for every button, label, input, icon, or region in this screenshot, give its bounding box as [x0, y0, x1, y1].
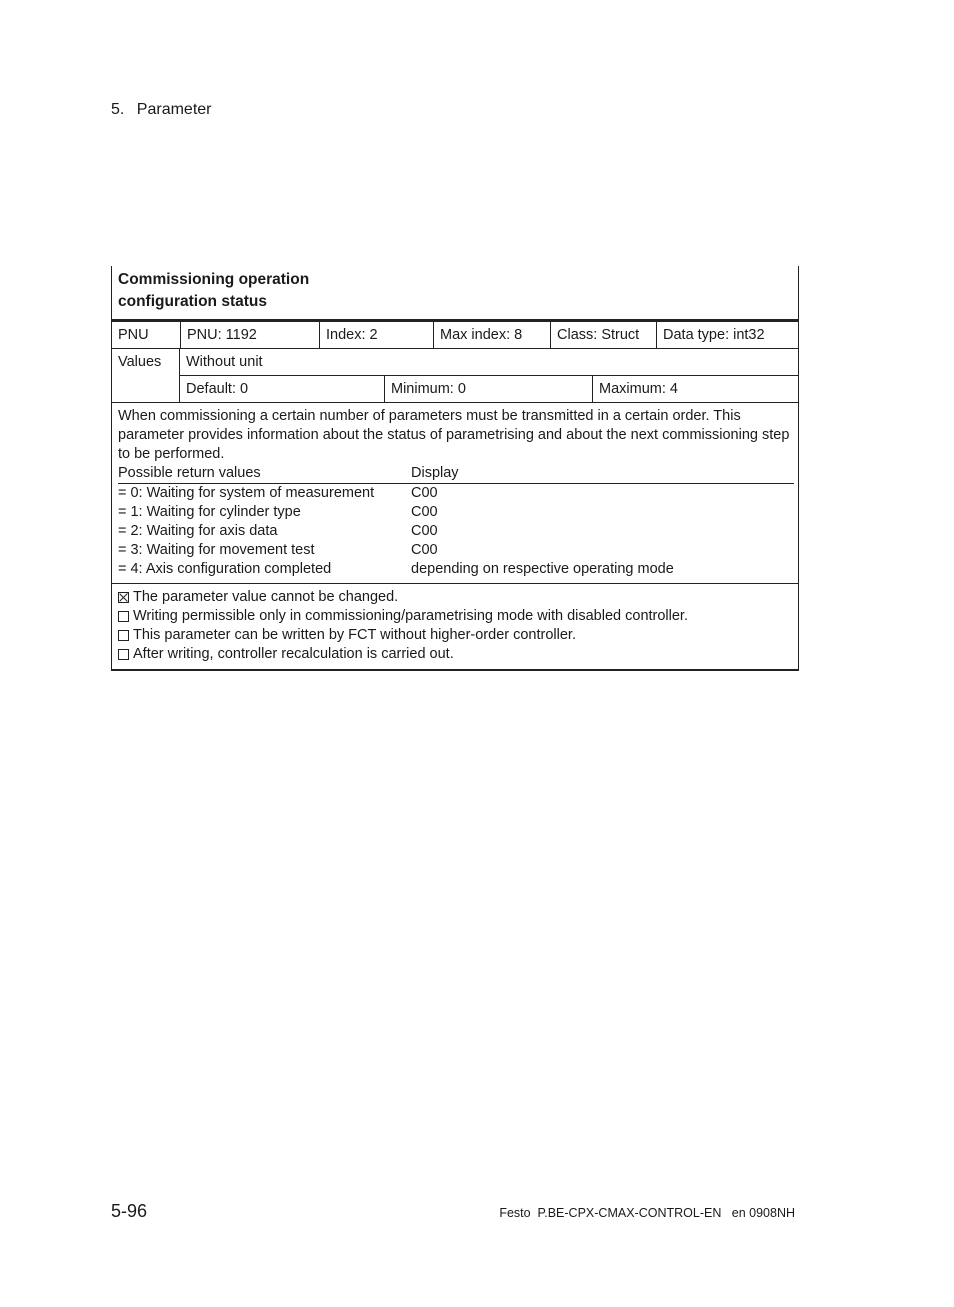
document-reference: Festo P.BE-CPX-CMAX-CONTROL-EN en 0908NH	[499, 1206, 795, 1220]
data-type-value: Data type: int32	[656, 322, 798, 348]
class-value: Class: Struct	[550, 322, 656, 348]
property-text: The parameter value cannot be changed.	[133, 589, 399, 605]
property-item	[118, 645, 792, 664]
property-text: Writing permissible only in commissioning/parametrising mode with disabled controller.	[133, 608, 688, 624]
pnu-value: PNU: 1192	[180, 322, 319, 348]
parameter-table	[111, 266, 799, 671]
parameter-title-line-2: configuration status	[118, 293, 267, 310]
minimum-value: Minimum: 0	[384, 376, 592, 402]
return-display: depending on respective operating mode	[411, 561, 674, 577]
return-display: C00	[411, 523, 438, 539]
property-item	[118, 588, 792, 607]
return-value: = 0: Waiting for system of measurement	[118, 485, 375, 501]
property-item	[118, 626, 792, 645]
chapter-heading	[111, 101, 212, 119]
property-text: This parameter can be written by FCT without higher-order controller.	[133, 627, 576, 643]
return-value-row	[118, 560, 794, 579]
index-value: Index: 2	[319, 322, 433, 348]
return-value: = 2: Waiting for axis data	[118, 523, 278, 539]
return-value: = 4: Axis configuration completed	[118, 561, 332, 577]
return-values-header	[118, 464, 794, 484]
return-value-row	[118, 503, 794, 522]
description-text: When commissioning a certain number of parameters must be transmitted in a certain order. This parameter provides information about the status of parametrising and about the next commissioning step to be performed.	[118, 408, 790, 462]
return-value: = 3: Waiting for movement test	[118, 542, 315, 558]
values-row	[111, 349, 799, 403]
return-display: C00	[411, 504, 438, 520]
unit-value: Without unit	[180, 349, 798, 376]
property-text: After writing, controller recalculation is carried out.	[133, 646, 454, 662]
chapter-number: 5.	[111, 101, 125, 118]
return-display: C00	[411, 542, 438, 558]
empty-box-icon	[118, 649, 129, 660]
return-value-row	[118, 484, 794, 503]
properties-section	[111, 584, 799, 671]
values-label: Values	[112, 349, 180, 402]
parameter-title	[111, 266, 799, 322]
page-number: 5-96	[111, 1201, 148, 1221]
empty-box-icon	[118, 611, 129, 622]
return-values-header-value: Possible return values	[118, 465, 261, 481]
pnu-row	[111, 322, 799, 349]
default-value: Default: 0	[186, 381, 249, 397]
return-value-row	[118, 541, 794, 560]
return-values-header-display: Display	[411, 465, 459, 481]
parameter-title-line-1: Commissioning operation	[118, 271, 310, 288]
return-display: C00	[411, 485, 438, 501]
maximum-value: Maximum: 4	[592, 376, 798, 402]
return-value-row	[118, 522, 794, 541]
description-section	[111, 403, 799, 584]
empty-box-icon	[118, 630, 129, 641]
max-index-value: Max index: 8	[433, 322, 550, 348]
chapter-title: Parameter	[136, 101, 212, 118]
pnu-label: PNU	[118, 327, 149, 343]
checked-box-icon	[118, 592, 129, 603]
return-value: = 1: Waiting for cylinder type	[118, 504, 301, 520]
property-item	[118, 607, 792, 626]
